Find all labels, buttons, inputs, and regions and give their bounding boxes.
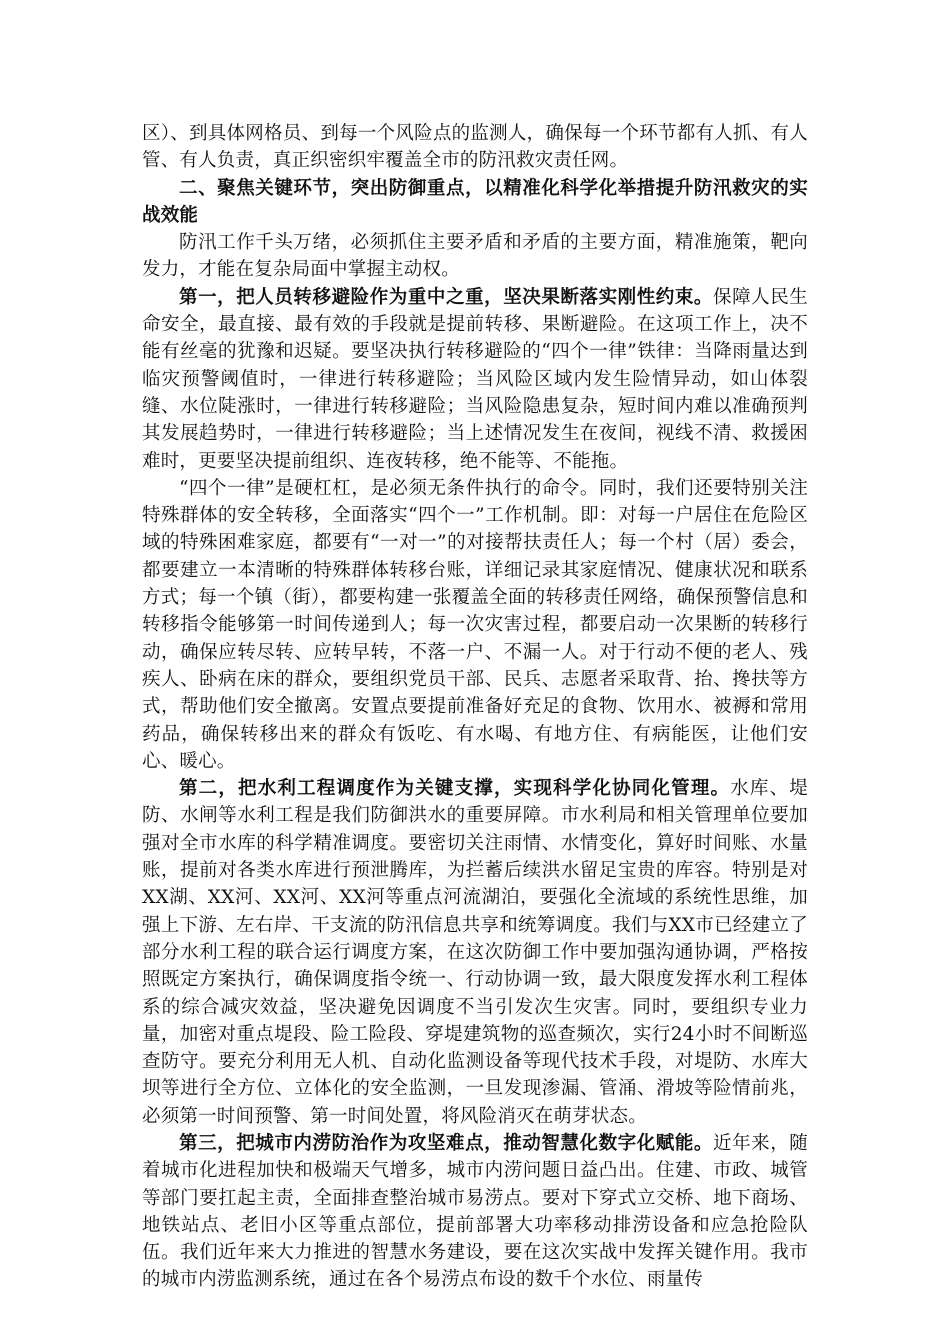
section-heading-2: 二、聚焦关键环节，突出防御重点，以精准化科学化举措提升防汛救灾的实战效能 — [142, 177, 808, 226]
paragraph-second-point — [142, 775, 808, 1130]
first-point-lead: 第一，把人员转移避险作为重中之重，坚决果断落实刚性约束。 — [179, 286, 713, 308]
document-page — [142, 120, 808, 1294]
second-point-lead: 第二，把水利工程调度作为关键支撑，实现科学化协同化管理。 — [179, 778, 731, 800]
paragraph-third-point — [142, 1130, 808, 1294]
third-point-body: 近年来，随着城市化进程加快和极端天气增多，城市内涝问题日益凸出。住建、市政、城管等部门要扛起主责，全面排查整治城市易涝点。要对下穿式立交桥、地下商场、地铁站点、老旧小区等重点部位，提前部署大功率移动排涝设备和应急抢险队伍。我们近年来大力推进的智慧水务建设，要在这次实战中发挥关键作用。我市的城市内涝监测系统，通过在各个易涝点布设的数千个水位、雨量传 — [142, 1132, 808, 1291]
first-point-body: 保障人民生命安全，最直接、最有效的手段就是提前转移、果断避险。在这项工作上，决不能有丝毫的犹豫和迟疑。要坚决执行转移避险的“四个一律”铁律：当降雨量达到临灾预警阈值时，一律进行转移避险；当风险区域内发生险情异动，如山体裂缝、水位陡涨时，一律进行转移避险；当风险隐患复杂，短时间内难以准确预判其发展趋势时，一律进行转移避险；当上述情况发生在夜间，视线不清、救援困难时，更要坚决提前组织、连夜转移，绝不能等、不能拖。 — [142, 286, 808, 472]
third-point-lead: 第三，把城市内涝防治作为攻坚难点，推动智慧化数字化赋能。 — [179, 1132, 713, 1154]
paragraph-four-rules: “四个一律”是硬杠杠，是必须无条件执行的命令。同时，我们还要特别关注特殊群体的安全转移，全面落实“四个一”工作机制。即：对每一户居住在危险区域的特殊困难家庭，都要有“一对一”的对接帮扶责任人；每一个村（居）委会，都要建立一本清晰的特殊群体转移台账，详细记录其家庭情况、健康状况和联系方式；每一个镇（街），都要构建一张覆盖全面的转移责任网络，确保预警信息和转移指令能够第一时间传递到人；每一次灾害过程，都要启动一次果断的转移行动，确保应转尽转、应转早转，不落一户、不漏一人。对于行动不便的老人、残疾人、卧病在床的群众，要组织党员干部、民兵、志愿者采取背、抬、搀扶等方式，帮助他们安全撤离。安置点要提前准备好充足的食物、饮用水、被褥和常用药品，确保转移出来的群众有饭吃、有水喝、有地方住、有病能医，让他们安心、暖心。 — [142, 477, 808, 772]
paragraph-intro: 防汛工作千头万绪，必须抓住主要矛盾和矛盾的主要方面，精准施策，靶向发力，才能在复杂局面中掌握主动权。 — [142, 232, 808, 281]
second-point-body: 水库、堤防、水闸等水利工程是我们防御洪水的重要屏障。市水利局和相关管理单位要加强对全市水库的科学精准调度。要密切关注雨情、水情变化，算好时间账、水量账，提前对各类水库进行预泄腾库，为拦蓄后续洪水留足宝贵的库容。特别是对XX湖、XX河、XX河、XX河等重点河流湖泊，要强化全流域的系统性思维，加强上下游、左右岸、干支流的防汛信息共享和统筹调度。我们与XX市已经建立了部分水利工程的联合运行调度方案，在这次防御工作中要加强沟通协调，严格按照既定方案执行，确保调度指令统一、行动协调一致，最大限度发挥水利工程体系的综合减灾效益，坚决避免因调度不当引发次生灾害。同时，要组织专业力量，加密对重点堤段、险工险段、穿堤建筑物的巡查频次，实行24小时不间断巡查防守。要充分利用无人机、自动化监测设备等现代技术手段，对堤防、水库大坝等进行全方位、立体化的安全监测，一旦发现渗漏、管涌、滑坡等险情前兆，必须第一时间预警、第一时间处置，将风险消灭在萌芽状态。 — [142, 778, 808, 1127]
paragraph-continuation: 区）、到具体网格员、到每一个风险点的监测人，确保每一个环节都有人抓、有人管、有人负责，真正织密织牢覆盖全市的防汛救灾责任网。 — [142, 123, 808, 172]
paragraph-first-point — [142, 284, 808, 475]
